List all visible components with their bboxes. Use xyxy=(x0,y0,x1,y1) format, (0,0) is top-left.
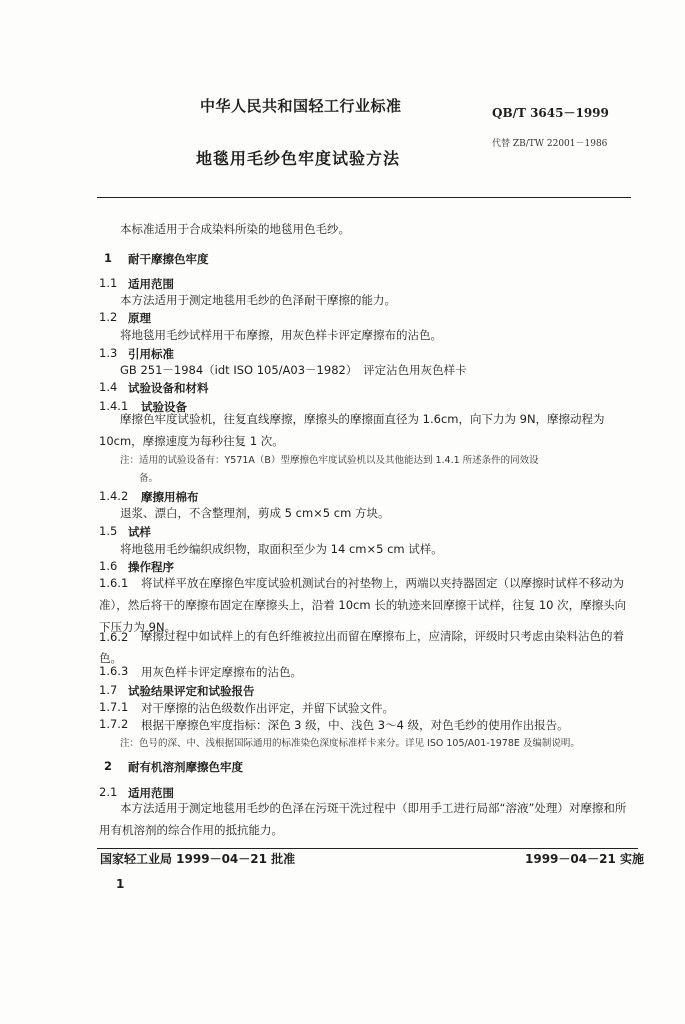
section-1-6-1-text: 将试样平放在摩擦色牢度试验机测试台的衬垫物上，两端以夹持器固定（以摩擦时试样不移动为准），然后将干的摩擦布固定在摩擦头上，沿着 10cm 长的轨迹来回摩擦干试样，往复 10 次，摩擦头向下压力为 9N。 xyxy=(99,576,627,634)
section-1-4-2-title: 摩擦用棉布 xyxy=(141,490,199,504)
section-1-6-3-num: 1.6.3 xyxy=(99,664,129,678)
section-1-1-text: 本方法适用于测定地毯用毛纱的色泽耐干摩擦的能力。 xyxy=(120,293,396,307)
section-1-4-title: 试验设备和材料 xyxy=(128,381,209,395)
intro-text: 本标准适用于合成染料所染的地毯用色毛纱。 xyxy=(120,222,350,236)
section-1-4-2-num: 1.4.2 xyxy=(99,489,129,503)
section-1-6-title: 操作程序 xyxy=(128,560,174,574)
section-1-4-1-title: 试验设备 xyxy=(141,400,187,414)
implementation-date: 1999－04－21 实施 xyxy=(525,852,644,866)
document-title: 地毯用毛纱色牢度试验方法 xyxy=(196,149,401,168)
section-2-1-title: 适用范围 xyxy=(128,786,174,800)
section-1-6-3-text: 用灰色样卡评定摩擦布的沾色。 xyxy=(141,665,302,679)
section-1-6-2-num: 1.6.2 xyxy=(99,630,129,644)
section-1-6-1-num: 1.6.1 xyxy=(99,576,129,590)
section-1-7-2-text: 根据干摩擦色牢度指标：深色 3 级，中、浅色 3～4 级，对色毛纱的使用作出报告。 xyxy=(141,718,569,732)
section-1-4-2-text: 退浆、漂白，不含整理剂，剪成 5 cm×5 cm 方块。 xyxy=(120,506,390,520)
section-1-title: 耐干摩擦色牢度 xyxy=(128,252,209,266)
top-rule xyxy=(97,197,631,198)
section-1-6-num: 1.6 xyxy=(99,559,118,573)
section-1-5-num: 1.5 xyxy=(99,524,118,538)
section-1-7-2-num: 1.7.2 xyxy=(99,717,129,731)
replaces-standard: 代替 ZB/TW 22001－1986 xyxy=(492,139,608,149)
section-1-4-1-text: 摩擦色牢度试验机，往复直线摩擦，摩擦头的摩擦面直径为 1.6cm，向下力为 9N，摩擦动程为 10cm，摩擦速度为每秒往复 1 次。 xyxy=(99,412,605,448)
section-1-7-1-num: 1.7.1 xyxy=(99,700,129,714)
section-1-7-2-note: 注：色号的深、中、浅根据国际通用的标准染色深度标准样卡来分。详见 ISO 105/A01-1978E 及编制说明。 xyxy=(120,738,580,749)
section-1-7-num: 1.7 xyxy=(99,683,118,697)
section-1-num: 1 xyxy=(104,251,113,265)
section-2-title: 耐有机溶剂摩擦色牢度 xyxy=(128,760,243,774)
section-1-3-title: 引用标准 xyxy=(128,347,174,361)
issuing-organization: 中华人民共和国轻工行业标准 xyxy=(200,97,402,115)
bottom-rule xyxy=(97,848,638,849)
section-1-4-1-note-line2: 备。 xyxy=(139,473,159,484)
section-1-3-text: GB 251－1984（idt ISO 105/A03－1982） 评定沾色用灰色样卡 xyxy=(120,363,467,377)
section-2-num: 2 xyxy=(104,759,113,773)
section-1-4-1-num: 1.4.1 xyxy=(99,399,129,413)
section-1-7-1-text: 对干摩擦的沾色级数作出评定，并留下试验文件。 xyxy=(141,701,394,715)
section-1-5-title: 试样 xyxy=(128,525,151,539)
section-1-2-num: 1.2 xyxy=(99,310,118,324)
section-1-3-num: 1.3 xyxy=(99,346,118,360)
section-1-5-text: 将地毯用毛纱编织成织物，取面积至少为 14 cm×5 cm 试样。 xyxy=(120,542,443,556)
section-1-2-text: 将地毯用毛纱试样用干布摩擦，用灰色样卡评定摩擦布的沾色。 xyxy=(120,328,442,342)
section-1-4-num: 1.4 xyxy=(99,380,118,394)
section-1-6-2-text: 摩擦过程中如试样上的有色纤维被拉出而留在摩擦布上，应清除，评级时只考虑由染料沾色的着色。 xyxy=(99,629,624,665)
section-1-4-1-note-line1: 注：适用的试验设备有：Y571A（B）型摩擦色牢度试验机以及其他能达到 1.4.1 所述条件的同效设 xyxy=(120,455,539,466)
section-2-1-num: 2.1 xyxy=(99,785,118,799)
section-1-7-title: 试验结果评定和试验报告 xyxy=(128,684,255,698)
standard-code: QB/T 3645－1999 xyxy=(492,106,609,120)
approval-date: 国家轻工业局 1999－04－21 批准 xyxy=(100,852,296,866)
section-2-1-text: 本方法适用于测定地毯用毛纱的色泽在污斑干洗过程中（即用手工进行局部“溶液”处理）对摩擦和所用有机溶剂的综合作用的抵抗能力。 xyxy=(99,801,627,837)
page-number: 1 xyxy=(116,877,125,891)
section-1-2-title: 原理 xyxy=(128,311,151,325)
section-1-1-num: 1.1 xyxy=(99,276,118,290)
section-1-1-title: 适用范围 xyxy=(128,277,174,291)
